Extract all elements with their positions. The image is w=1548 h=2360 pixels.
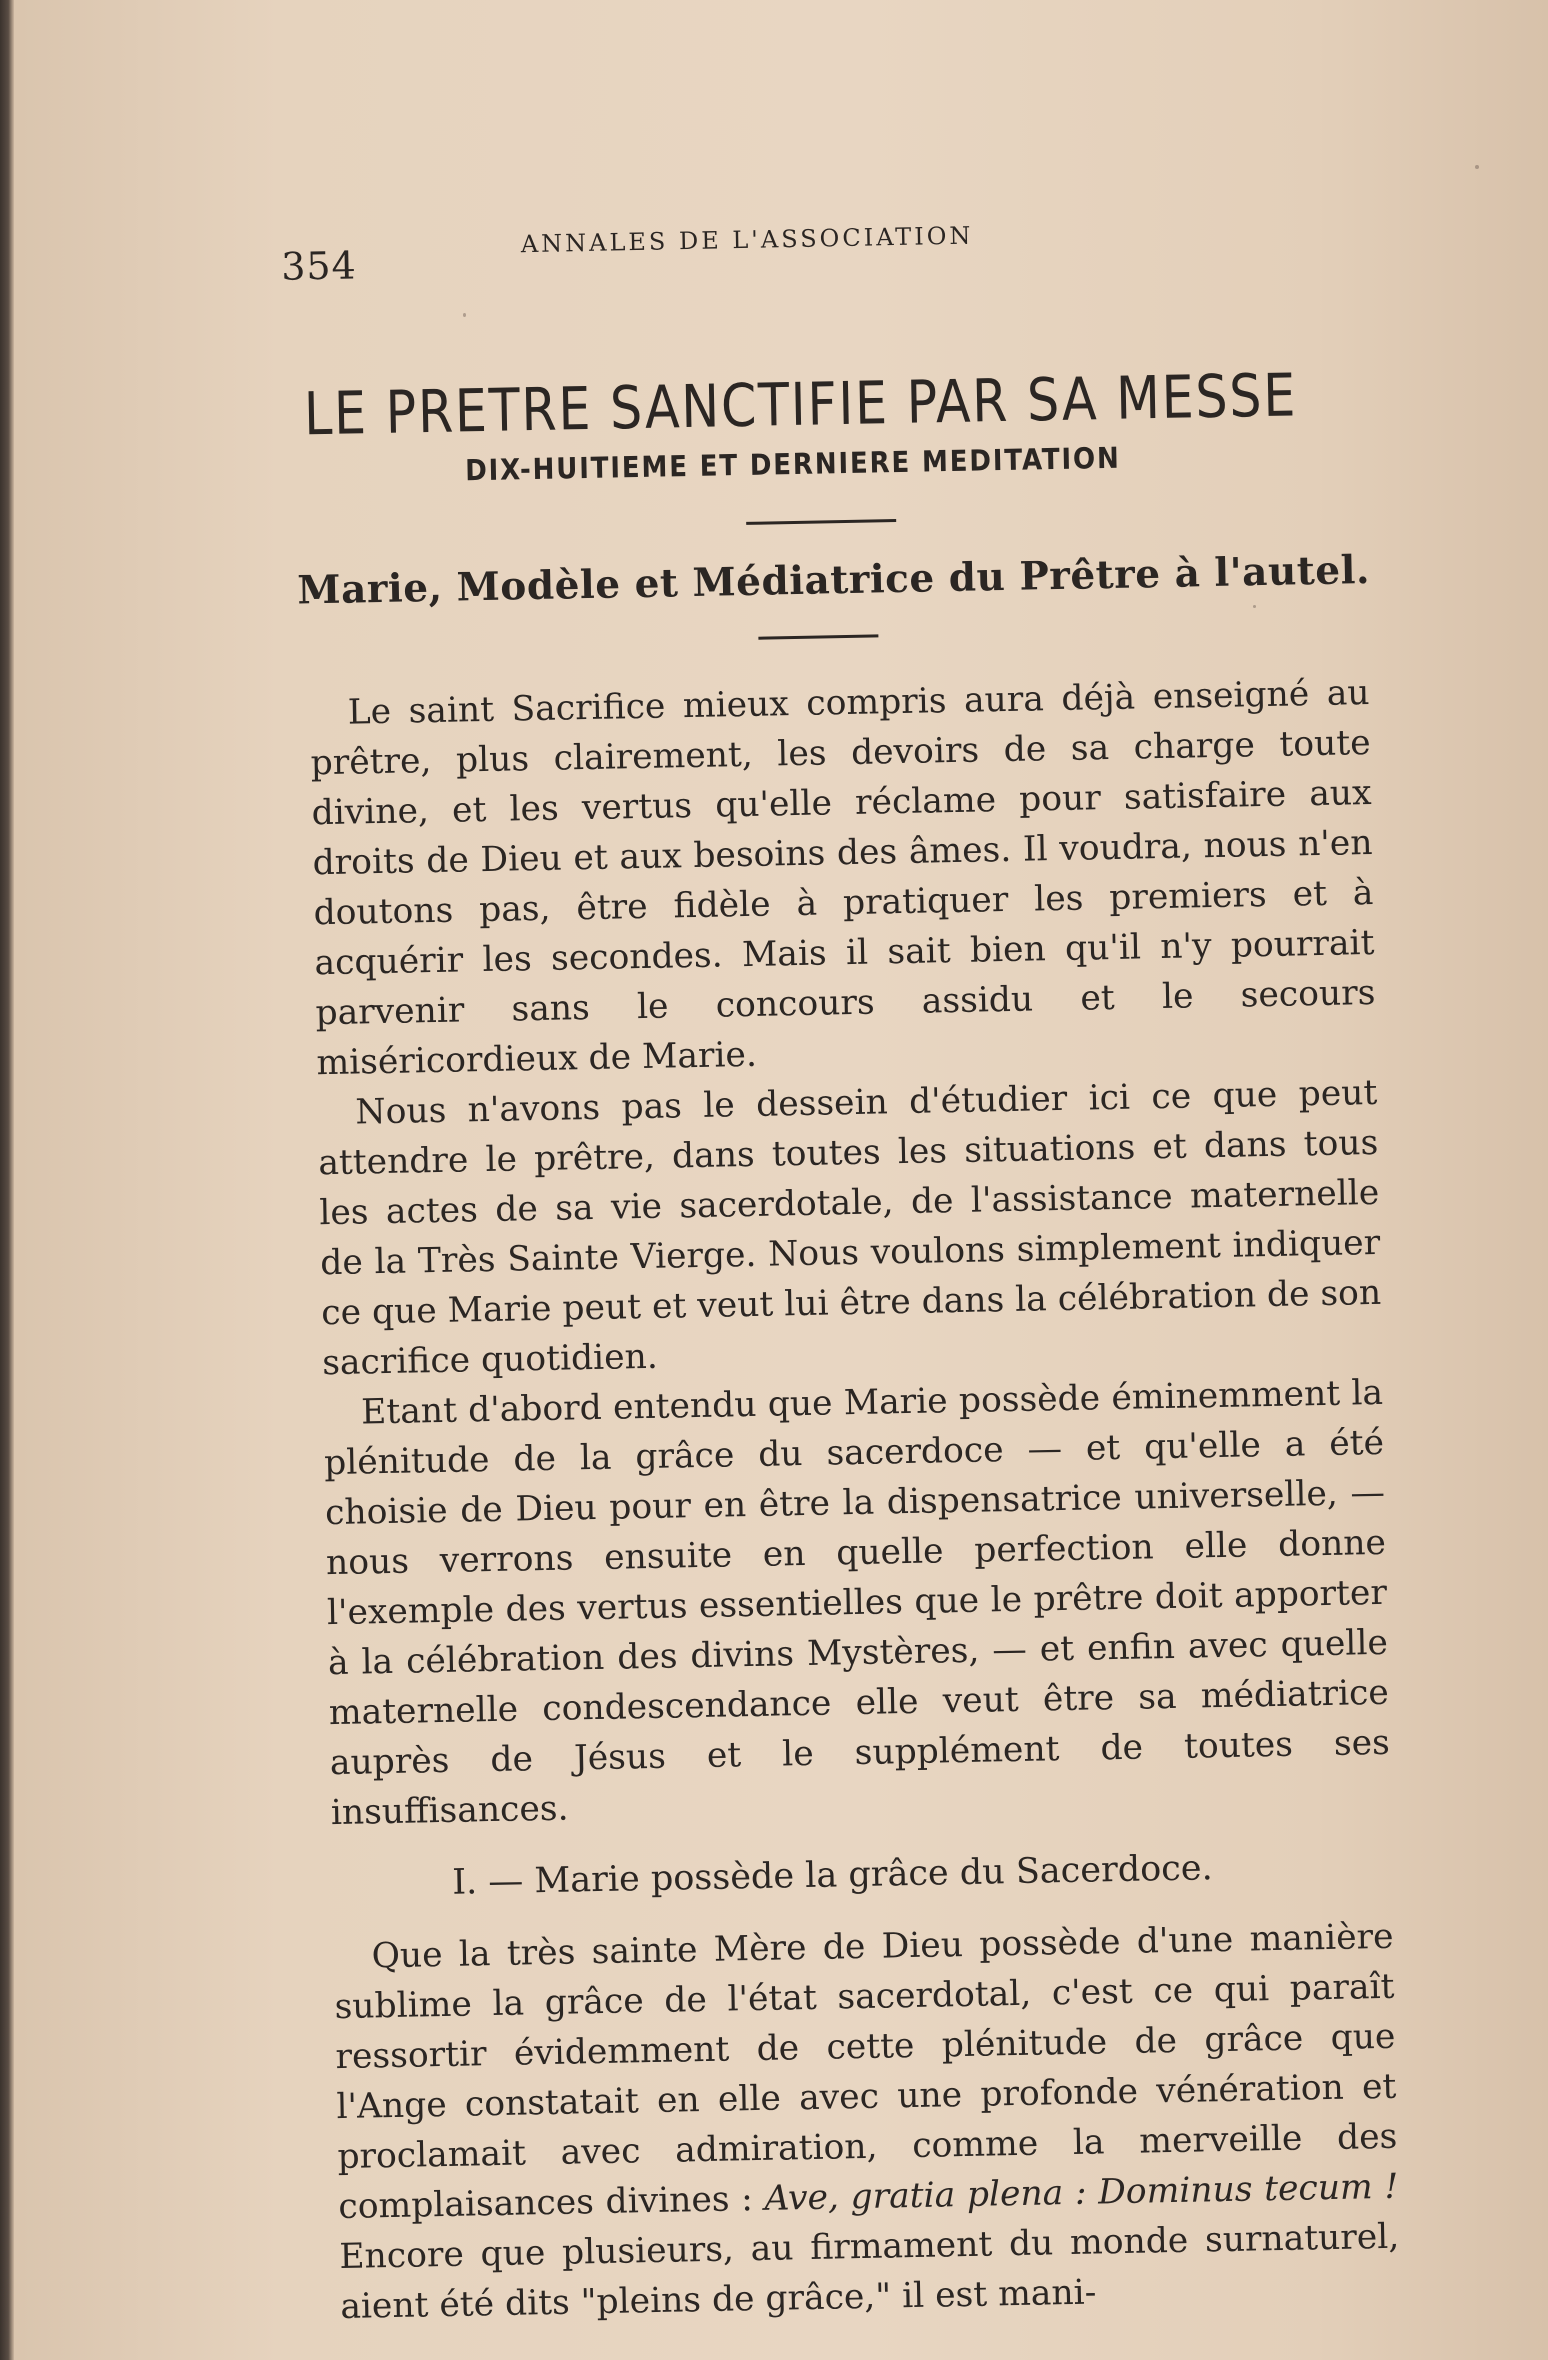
paragraph-text: Encore que plusieurs, au firmament du monde surnaturel, aient été dits "pleins de grâce," il est mani- xyxy=(339,2216,1400,2328)
paper-speck xyxy=(1475,165,1479,169)
section-title: Marie, Modèle et Médiatrice du Prêtre à l'autel. xyxy=(296,546,1371,614)
page-number: 354 xyxy=(280,243,358,289)
paragraph: Le saint Sacrifice mieux compris aura déjà enseigné au prêtre, plus clairement, les devoirs de sa charge toute divine, et les vertus qu'elle réclame pour satisfaire aux droits de Dieu et aux besoins des âmes. Il voudra, nous n'en doutons pas, être fidèle à pratiquer les premiers et à acquérir les secondes. Mais il sait bien qu'il n'y pourrait parvenir sans le concours assidu et le secours miséricordieux de Marie. xyxy=(310,672,1376,1084)
paragraph: Nous n'avons pas le dessein d'étudier ici ce que peut attendre le prêtre, dans toutes les situations et dans tous les actes de sa vie sacerdotale, de l'assistance maternelle de la Très Sainte Vierge. Nous voulons simplement indiquer ce que Marie peut et veut lui être dans la célébration de son sacrifice quotidien. xyxy=(318,1072,1382,1384)
article-title: LE PRETRE SANCTIFIE PAR SA MESSE xyxy=(303,360,1298,449)
running-header xyxy=(270,183,1411,289)
body-text xyxy=(309,668,1400,2332)
paragraph-text: Que la très sainte Mère de Dieu possède d'une manière sublime la grâce de l'état sacerdotal, c'est ce qui paraît ressortir évidemment de cette plénitude de grâce que l'Ange constatait en elle avec une profonde vénération et proclamait avec admiration, comme la merveille des complaisances divines : xyxy=(334,1916,1398,2228)
divider-rule xyxy=(758,634,878,639)
section-heading: I. — Marie possède la grâce du Sacerdoce. xyxy=(451,1848,1214,1903)
paper-speck xyxy=(1253,605,1256,608)
paragraph: Etant d'abord entendu que Marie possède éminemment la plénitude de la grâce du sacerdoce — et qu'elle a été choisie de Dieu pour en être la dispensatrice universelle, — nous verrons ensuite en quelle perfection elle donne l'exemple des vertus essentielles que le prêtre doit apporter à la célébration des divins Mystères, — et enfin avec quelle maternelle condescendance elle veut être sa médiatrice auprès de Jésus et le supplément de toutes ses insuffisances. xyxy=(323,1372,1391,1834)
book-binding-edge xyxy=(0,0,14,2360)
page-content xyxy=(270,183,1451,2332)
paper-speck xyxy=(463,313,466,317)
divider-rule xyxy=(746,519,896,525)
running-title: ANNALES DE L'ASSOCIATION xyxy=(520,221,974,259)
paragraph xyxy=(333,1912,1400,2332)
latin-quote: Ave, gratia plena : Dominus tecum ! xyxy=(764,2166,1399,2219)
article-subtitle: DIX-HUITIEME ET DERNIERE MEDITATION xyxy=(464,440,1121,488)
